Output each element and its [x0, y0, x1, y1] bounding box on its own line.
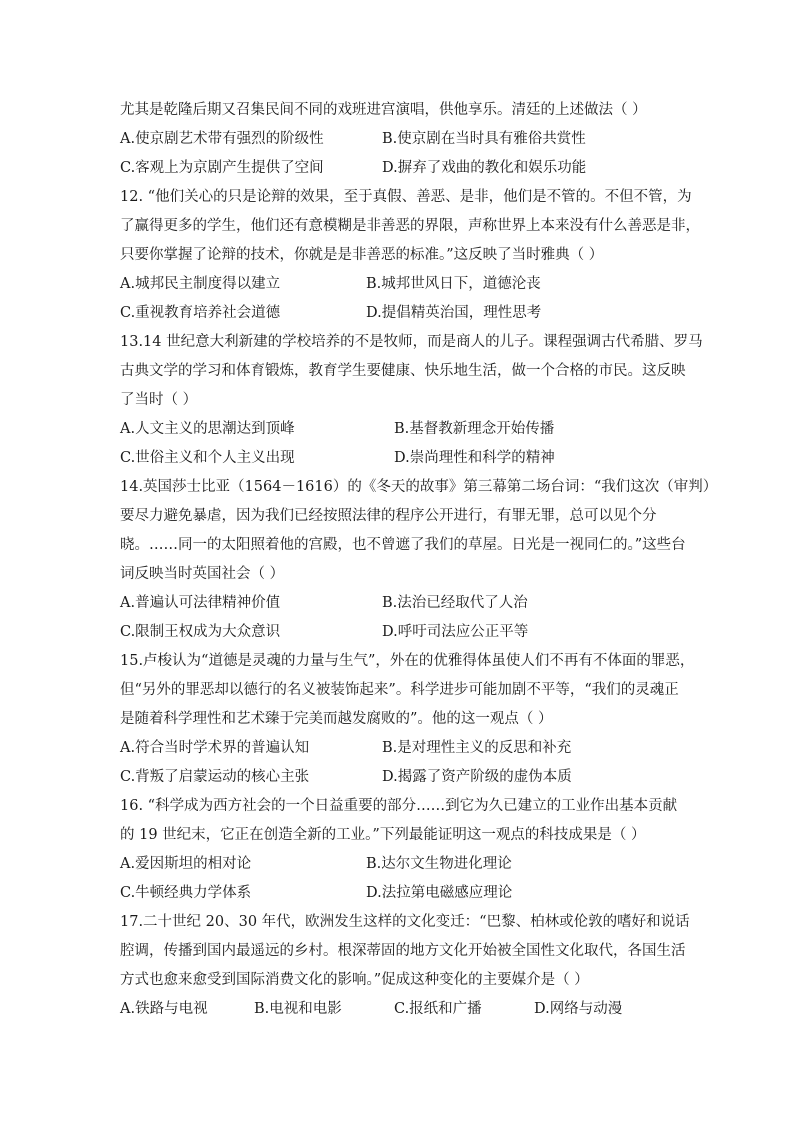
q14-stem-line: 词反映当时英国社会（ ） — [120, 566, 285, 582]
q16-stem-line: 的 19 世纪末，它正在创造全新的工业。”下列最能证明这一观点的科技成果是（ ） — [120, 827, 646, 843]
q13-option-a[interactable]: A.人文主义的思潮达到顶峰 — [120, 421, 295, 437]
q11-option-d[interactable]: D.摒弃了戏曲的教化和娱乐功能 — [382, 160, 587, 176]
q11-option-c[interactable]: C.客观上为京剧产生提供了空间 — [120, 160, 324, 176]
q11-option-a[interactable]: A.使京剧艺术带有强烈的阶级性 — [120, 131, 324, 147]
q13-stem-line: 了当时（ ） — [120, 392, 198, 408]
q15-stem-line: 是随着科学理性和艺术臻于完美而越发腐败的”。他的这一观点（ ） — [120, 711, 553, 727]
q16-stem-line: 16. “科学成为西方社会的一个日益重要的部分……到它为久已建立的工业作出基本贡献 — [120, 798, 678, 814]
q16-option-c[interactable]: C.牛顿经典力学体系 — [120, 885, 252, 901]
q13-stem-line: 古典文学的学习和体育锻炼，教育学生要健康、快乐地生活，做一个合格的市民。这反映 — [120, 363, 686, 379]
q17-option-a[interactable]: A.铁路与电视 — [120, 1001, 208, 1017]
q14-options-row-1 — [120, 589, 680, 618]
q17-option-d[interactable]: D.网络与动漫 — [534, 1001, 623, 1017]
q14-option-d[interactable]: D.呼吁司法应公正平等 — [382, 624, 529, 640]
q15-stem-line: 但“另外的罪恶却以德行的名义被装饰起来”。科学进步可能加剧不平等，“我们的灵魂正 — [120, 682, 679, 698]
q17-stem-line: 方式也愈来愈受到国际消费文化的影响。”促成这种变化的主要媒介是（ ） — [120, 972, 589, 988]
q13-option-d[interactable]: D.崇尚理性和科学的精神 — [394, 450, 555, 466]
q15-stem-line: 15.卢梭认为“道德是灵魂的力量与生气”，外在的优雅得体虽使人们不再有不体面的罪恶， — [120, 653, 695, 669]
q13-stem-line: 13.14 世纪意大利新建的学校培养的不是牧师，而是商人的儿子。课程强调古代希腊、罗马 — [120, 334, 703, 350]
q17-options-row — [120, 995, 680, 1024]
q13-options-row-1 — [120, 415, 680, 444]
q15-option-a[interactable]: A.符合当时学术界的普遍认知 — [120, 740, 310, 756]
q12-options-row-2 — [120, 299, 680, 328]
q12-stem-line: 了赢得更多的学生，他们还有意模糊是非善恶的界限，声称世界上本来没有什么善恶是非， — [120, 218, 700, 234]
q14-options-row-2 — [120, 618, 680, 647]
q15-option-b[interactable]: B.是对理性主义的反思和补充 — [382, 740, 572, 756]
q17-stem-line: 17.二十世纪 20、30 年代，欧洲发生这样的文化变迁：“巴黎、柏林或伦敦的嗜好和说话 — [120, 914, 690, 930]
q12-option-b[interactable]: B.城邦世风日下，道德沦丧 — [366, 276, 541, 292]
q14-option-a[interactable]: A.普遍认可法律精神价值 — [120, 595, 281, 611]
q11-options-row-2 — [120, 154, 680, 183]
q16-options-row-2 — [120, 879, 680, 908]
q14-stem-line: 晓。……同一的太阳照着他的宫殿，也不曾遮了我们的草屋。日光是一视同仁的。”这些台 — [120, 537, 686, 553]
q17-stem-line: 腔调，传播到国内最遥远的乡村。根深蒂固的地方文化开始被全国性文化取代，各国生活 — [120, 943, 686, 959]
q16-option-b[interactable]: B.达尔文生物进化理论 — [366, 856, 512, 872]
q17-option-b[interactable]: B.电视和电影 — [254, 1001, 342, 1017]
q14-option-b[interactable]: B.法治已经取代了人治 — [382, 595, 528, 611]
q13-options-row-2 — [120, 444, 680, 473]
q13-option-c[interactable]: C.世俗主义和个人主义出现 — [120, 450, 295, 466]
q12-stem-line: 12. “他们关心的只是论辩的效果，至于真假、善恶、是非，他们是不管的。不但不管，为 — [120, 189, 692, 205]
q15-options-row-1 — [120, 734, 680, 763]
q11-option-b[interactable]: B.使京剧在当时具有雅俗共赏性 — [382, 131, 586, 147]
q16-options-row-1 — [120, 850, 680, 879]
q15-options-row-2 — [120, 763, 680, 792]
q14-option-c[interactable]: C.限制王权成为大众意识 — [120, 624, 281, 640]
q12-options-row-1 — [120, 270, 680, 299]
q12-option-d[interactable]: D.提倡精英治国，理性思考 — [366, 305, 542, 321]
q15-option-c[interactable]: C.背叛了启蒙运动的核心主张 — [120, 769, 310, 785]
q12-option-c[interactable]: C.重视教育培养社会道德 — [120, 305, 281, 321]
q13-option-b[interactable]: B.基督教新理念开始传播 — [394, 421, 555, 437]
q15-option-d[interactable]: D.揭露了资产阶级的虚伪本质 — [382, 769, 572, 785]
q11-options-row-1 — [120, 125, 680, 154]
q11-stem-line: 尤其是乾隆后期又召集民间不同的戏班进宫演唱，供他享乐。清廷的上述做法（ ） — [120, 102, 647, 118]
q17-option-c[interactable]: C.报纸和广播 — [394, 1001, 482, 1017]
q16-option-a[interactable]: A.爱因斯坦的相对论 — [120, 856, 252, 872]
q16-option-d[interactable]: D.法拉第电磁感应理论 — [366, 885, 513, 901]
q12-stem-line: 只要你掌握了论辩的技术，你就是是非善恶的标准。”这反映了当时雅典（ ） — [120, 247, 604, 263]
q14-stem-line: 要尽力避免暴虐，因为我们已经按照法律的程序公开进行，有罪无罪，总可以见个分 — [120, 508, 657, 524]
q12-option-a[interactable]: A.城邦民主制度得以建立 — [120, 276, 281, 292]
exam-page — [120, 96, 718, 1024]
q14-stem-line: 14.英国莎士比亚（1564－1616）的《冬天的故事》第三幕第二场台词：“我们这次（审判） — [120, 479, 718, 495]
